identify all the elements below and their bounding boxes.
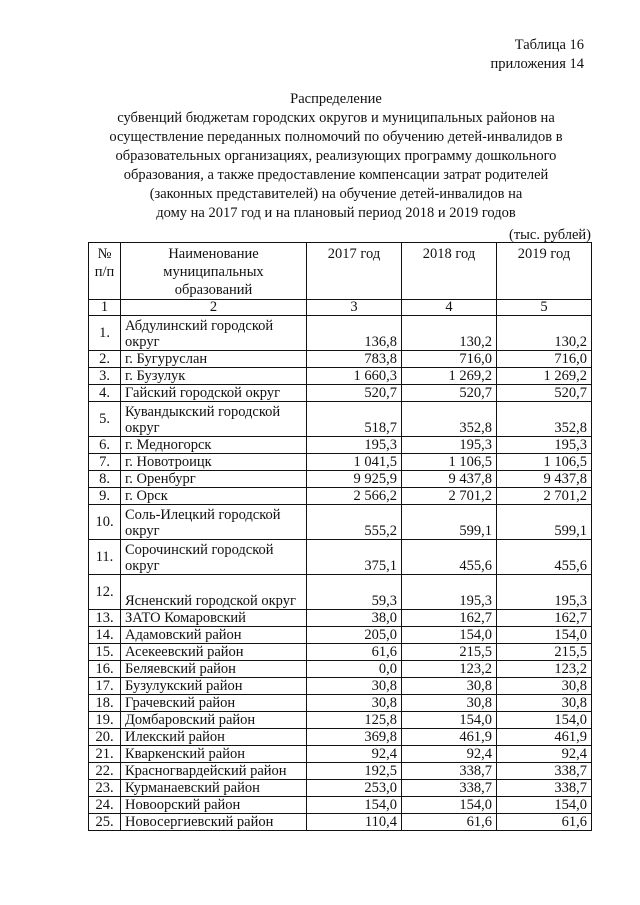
- column-index-row: [89, 300, 592, 316]
- row-value-2019: 215,5: [497, 644, 592, 661]
- table-row: [89, 575, 592, 610]
- row-value-2017: 154,0: [307, 797, 402, 814]
- row-value-2019: 9 437,8: [497, 471, 592, 488]
- row-number: 16.: [89, 661, 121, 678]
- row-value-2019: 30,8: [497, 695, 592, 712]
- table-row: [89, 746, 592, 763]
- row-number: 4.: [89, 385, 121, 402]
- row-value-2019: 130,2: [497, 316, 592, 351]
- row-name: г. Новотроицк: [121, 454, 307, 471]
- row-name: г. Бузулук: [121, 368, 307, 385]
- row-value-2017: 520,7: [307, 385, 402, 402]
- row-name: Грачевский район: [121, 695, 307, 712]
- row-number: 22.: [89, 763, 121, 780]
- row-value-2017: 375,1: [307, 540, 402, 575]
- table-row: [89, 729, 592, 746]
- row-value-2018: 455,6: [402, 540, 497, 575]
- table-row: [89, 797, 592, 814]
- header-number: № п/п: [89, 243, 121, 300]
- header-2017: 2017 год: [307, 243, 402, 300]
- row-number: 3.: [89, 368, 121, 385]
- table-row: [89, 780, 592, 797]
- table-row: [89, 505, 592, 540]
- row-value-2018: 154,0: [402, 712, 497, 729]
- table-row: [89, 763, 592, 780]
- row-value-2018: 154,0: [402, 627, 497, 644]
- row-value-2019: 195,3: [497, 575, 592, 610]
- row-value-2017: 61,6: [307, 644, 402, 661]
- row-value-2019: 154,0: [497, 797, 592, 814]
- heading-line: осуществление переданных полномочий по обучению детей-инвалидов в: [109, 129, 563, 145]
- row-value-2019: 1 106,5: [497, 454, 592, 471]
- distribution-table: [88, 242, 592, 831]
- row-name: Илекский район: [121, 729, 307, 746]
- row-number: 8.: [89, 471, 121, 488]
- header-row: [89, 243, 592, 300]
- row-value-2019: 154,0: [497, 712, 592, 729]
- column-index: 2: [121, 300, 307, 316]
- row-value-2019: 30,8: [497, 678, 592, 695]
- row-number: 14.: [89, 627, 121, 644]
- row-value-2017: 110,4: [307, 814, 402, 831]
- row-value-2018: 461,9: [402, 729, 497, 746]
- row-value-2019: 599,1: [497, 505, 592, 540]
- row-number: 25.: [89, 814, 121, 831]
- row-value-2019: 1 269,2: [497, 368, 592, 385]
- row-value-2018: 338,7: [402, 780, 497, 797]
- row-name: Домбаровский район: [121, 712, 307, 729]
- row-value-2017: 555,2: [307, 505, 402, 540]
- row-value-2018: 1 269,2: [402, 368, 497, 385]
- table-row: [89, 368, 592, 385]
- row-value-2018: 9 437,8: [402, 471, 497, 488]
- units-note: (тыс. рублей): [509, 227, 591, 243]
- row-value-2019: 352,8: [497, 402, 592, 437]
- table-row: [89, 712, 592, 729]
- row-value-2019: 162,7: [497, 610, 592, 627]
- row-value-2018: 92,4: [402, 746, 497, 763]
- row-value-2018: 162,7: [402, 610, 497, 627]
- row-value-2018: 30,8: [402, 678, 497, 695]
- heading-line: (законных представителей) на обучение детей-инвалидов на: [149, 186, 523, 202]
- row-name: Беляевский район: [121, 661, 307, 678]
- row-value-2019: 338,7: [497, 763, 592, 780]
- row-name: Сорочинский городской округ: [121, 540, 307, 575]
- row-value-2017: 1 041,5: [307, 454, 402, 471]
- row-value-2019: 92,4: [497, 746, 592, 763]
- row-value-2019: 123,2: [497, 661, 592, 678]
- caption-appendix-number: приложения 14: [490, 56, 584, 72]
- row-number: 18.: [89, 695, 121, 712]
- row-value-2018: 195,3: [402, 437, 497, 454]
- row-number: 20.: [89, 729, 121, 746]
- row-value-2018: 61,6: [402, 814, 497, 831]
- row-name: ЗАТО Комаровский: [121, 610, 307, 627]
- row-name: Курманаевский район: [121, 780, 307, 797]
- table-row: [89, 402, 592, 437]
- table-row: [89, 351, 592, 368]
- row-value-2019: 520,7: [497, 385, 592, 402]
- table-row: [89, 488, 592, 505]
- table-row: [89, 471, 592, 488]
- table-row: [89, 385, 592, 402]
- row-value-2018: 123,2: [402, 661, 497, 678]
- row-value-2017: 125,8: [307, 712, 402, 729]
- row-name: г. Медногорск: [121, 437, 307, 454]
- row-number: 21.: [89, 746, 121, 763]
- header-2019: 2019 год: [497, 243, 592, 300]
- row-value-2017: 192,5: [307, 763, 402, 780]
- row-number: 23.: [89, 780, 121, 797]
- row-name: г. Оренбург: [121, 471, 307, 488]
- heading-line: образования, а также предоставление компенсации затрат родителей: [123, 167, 549, 183]
- column-index: 3: [307, 300, 402, 316]
- row-name: Новоорский район: [121, 797, 307, 814]
- heading-title: Распределение: [290, 91, 382, 107]
- table-caption: [491, 36, 584, 74]
- row-value-2017: 195,3: [307, 437, 402, 454]
- row-value-2018: 599,1: [402, 505, 497, 540]
- row-number: 2.: [89, 351, 121, 368]
- row-value-2018: 30,8: [402, 695, 497, 712]
- row-value-2017: 59,3: [307, 575, 402, 610]
- caption-table-number: Таблица 16: [514, 37, 584, 53]
- row-value-2017: 518,7: [307, 402, 402, 437]
- row-number: 17.: [89, 678, 121, 695]
- row-value-2017: 783,8: [307, 351, 402, 368]
- document-heading: [86, 90, 586, 223]
- row-name: Адамовский район: [121, 627, 307, 644]
- row-name: Соль-Илецкий городской округ: [121, 505, 307, 540]
- row-name: Красногвардейский район: [121, 763, 307, 780]
- column-index: 1: [89, 300, 121, 316]
- row-value-2019: 2 701,2: [497, 488, 592, 505]
- column-index: 4: [402, 300, 497, 316]
- table-row: [89, 627, 592, 644]
- heading-line: субвенций бюджетам городских округов и муниципальных районов на: [117, 110, 555, 126]
- row-value-2017: 38,0: [307, 610, 402, 627]
- table-body: [89, 316, 592, 831]
- row-number: 5.: [89, 402, 121, 437]
- row-name: Абдулинский городской округ: [121, 316, 307, 351]
- row-value-2017: 30,8: [307, 695, 402, 712]
- table-row: [89, 644, 592, 661]
- row-value-2019: 455,6: [497, 540, 592, 575]
- row-value-2018: 154,0: [402, 797, 497, 814]
- table-row: [89, 695, 592, 712]
- row-value-2019: 61,6: [497, 814, 592, 831]
- row-value-2017: 0,0: [307, 661, 402, 678]
- row-name: г. Бугуруслан: [121, 351, 307, 368]
- row-value-2017: 2 566,2: [307, 488, 402, 505]
- table-row: [89, 437, 592, 454]
- row-value-2018: 130,2: [402, 316, 497, 351]
- row-name: Кваркенский район: [121, 746, 307, 763]
- row-number: 9.: [89, 488, 121, 505]
- row-value-2018: 520,7: [402, 385, 497, 402]
- row-value-2019: 716,0: [497, 351, 592, 368]
- row-name: Гайский городской округ: [121, 385, 307, 402]
- row-number: 24.: [89, 797, 121, 814]
- row-name: Кувандыкский городской округ: [121, 402, 307, 437]
- row-value-2018: 716,0: [402, 351, 497, 368]
- row-value-2018: 215,5: [402, 644, 497, 661]
- row-value-2018: 2 701,2: [402, 488, 497, 505]
- table-row: [89, 661, 592, 678]
- row-name: Асекеевский район: [121, 644, 307, 661]
- row-number: 6.: [89, 437, 121, 454]
- row-number: 19.: [89, 712, 121, 729]
- row-value-2019: 338,7: [497, 780, 592, 797]
- header-name: Наименование муниципальных образований: [121, 243, 307, 300]
- row-value-2017: 205,0: [307, 627, 402, 644]
- table-row: [89, 540, 592, 575]
- row-number: 1.: [89, 316, 121, 351]
- row-name: Бузулукский район: [121, 678, 307, 695]
- row-value-2018: 338,7: [402, 763, 497, 780]
- table-row: [89, 316, 592, 351]
- row-number: 10.: [89, 505, 121, 540]
- row-value-2017: 92,4: [307, 746, 402, 763]
- row-name: Ясненский городской округ: [121, 575, 307, 610]
- row-value-2017: 136,8: [307, 316, 402, 351]
- heading-line: образовательных организациях, реализующих программу дошкольного: [115, 148, 557, 164]
- table-row: [89, 814, 592, 831]
- column-index: 5: [497, 300, 592, 316]
- row-value-2019: 461,9: [497, 729, 592, 746]
- row-value-2019: 154,0: [497, 627, 592, 644]
- table-row: [89, 610, 592, 627]
- row-number: 13.: [89, 610, 121, 627]
- row-number: 12.: [89, 575, 121, 610]
- row-value-2017: 253,0: [307, 780, 402, 797]
- row-number: 7.: [89, 454, 121, 471]
- heading-line: дому на 2017 год и на плановый период 2018 и 2019 годов: [156, 205, 516, 221]
- row-value-2018: 352,8: [402, 402, 497, 437]
- header-2018: 2018 год: [402, 243, 497, 300]
- row-value-2017: 369,8: [307, 729, 402, 746]
- row-name: г. Орск: [121, 488, 307, 505]
- row-value-2019: 195,3: [497, 437, 592, 454]
- table-row: [89, 454, 592, 471]
- row-number: 15.: [89, 644, 121, 661]
- table-row: [89, 678, 592, 695]
- row-value-2018: 1 106,5: [402, 454, 497, 471]
- row-name: Новосергиевский район: [121, 814, 307, 831]
- row-value-2017: 9 925,9: [307, 471, 402, 488]
- row-value-2017: 30,8: [307, 678, 402, 695]
- row-value-2018: 195,3: [402, 575, 497, 610]
- row-number: 11.: [89, 540, 121, 575]
- row-value-2017: 1 660,3: [307, 368, 402, 385]
